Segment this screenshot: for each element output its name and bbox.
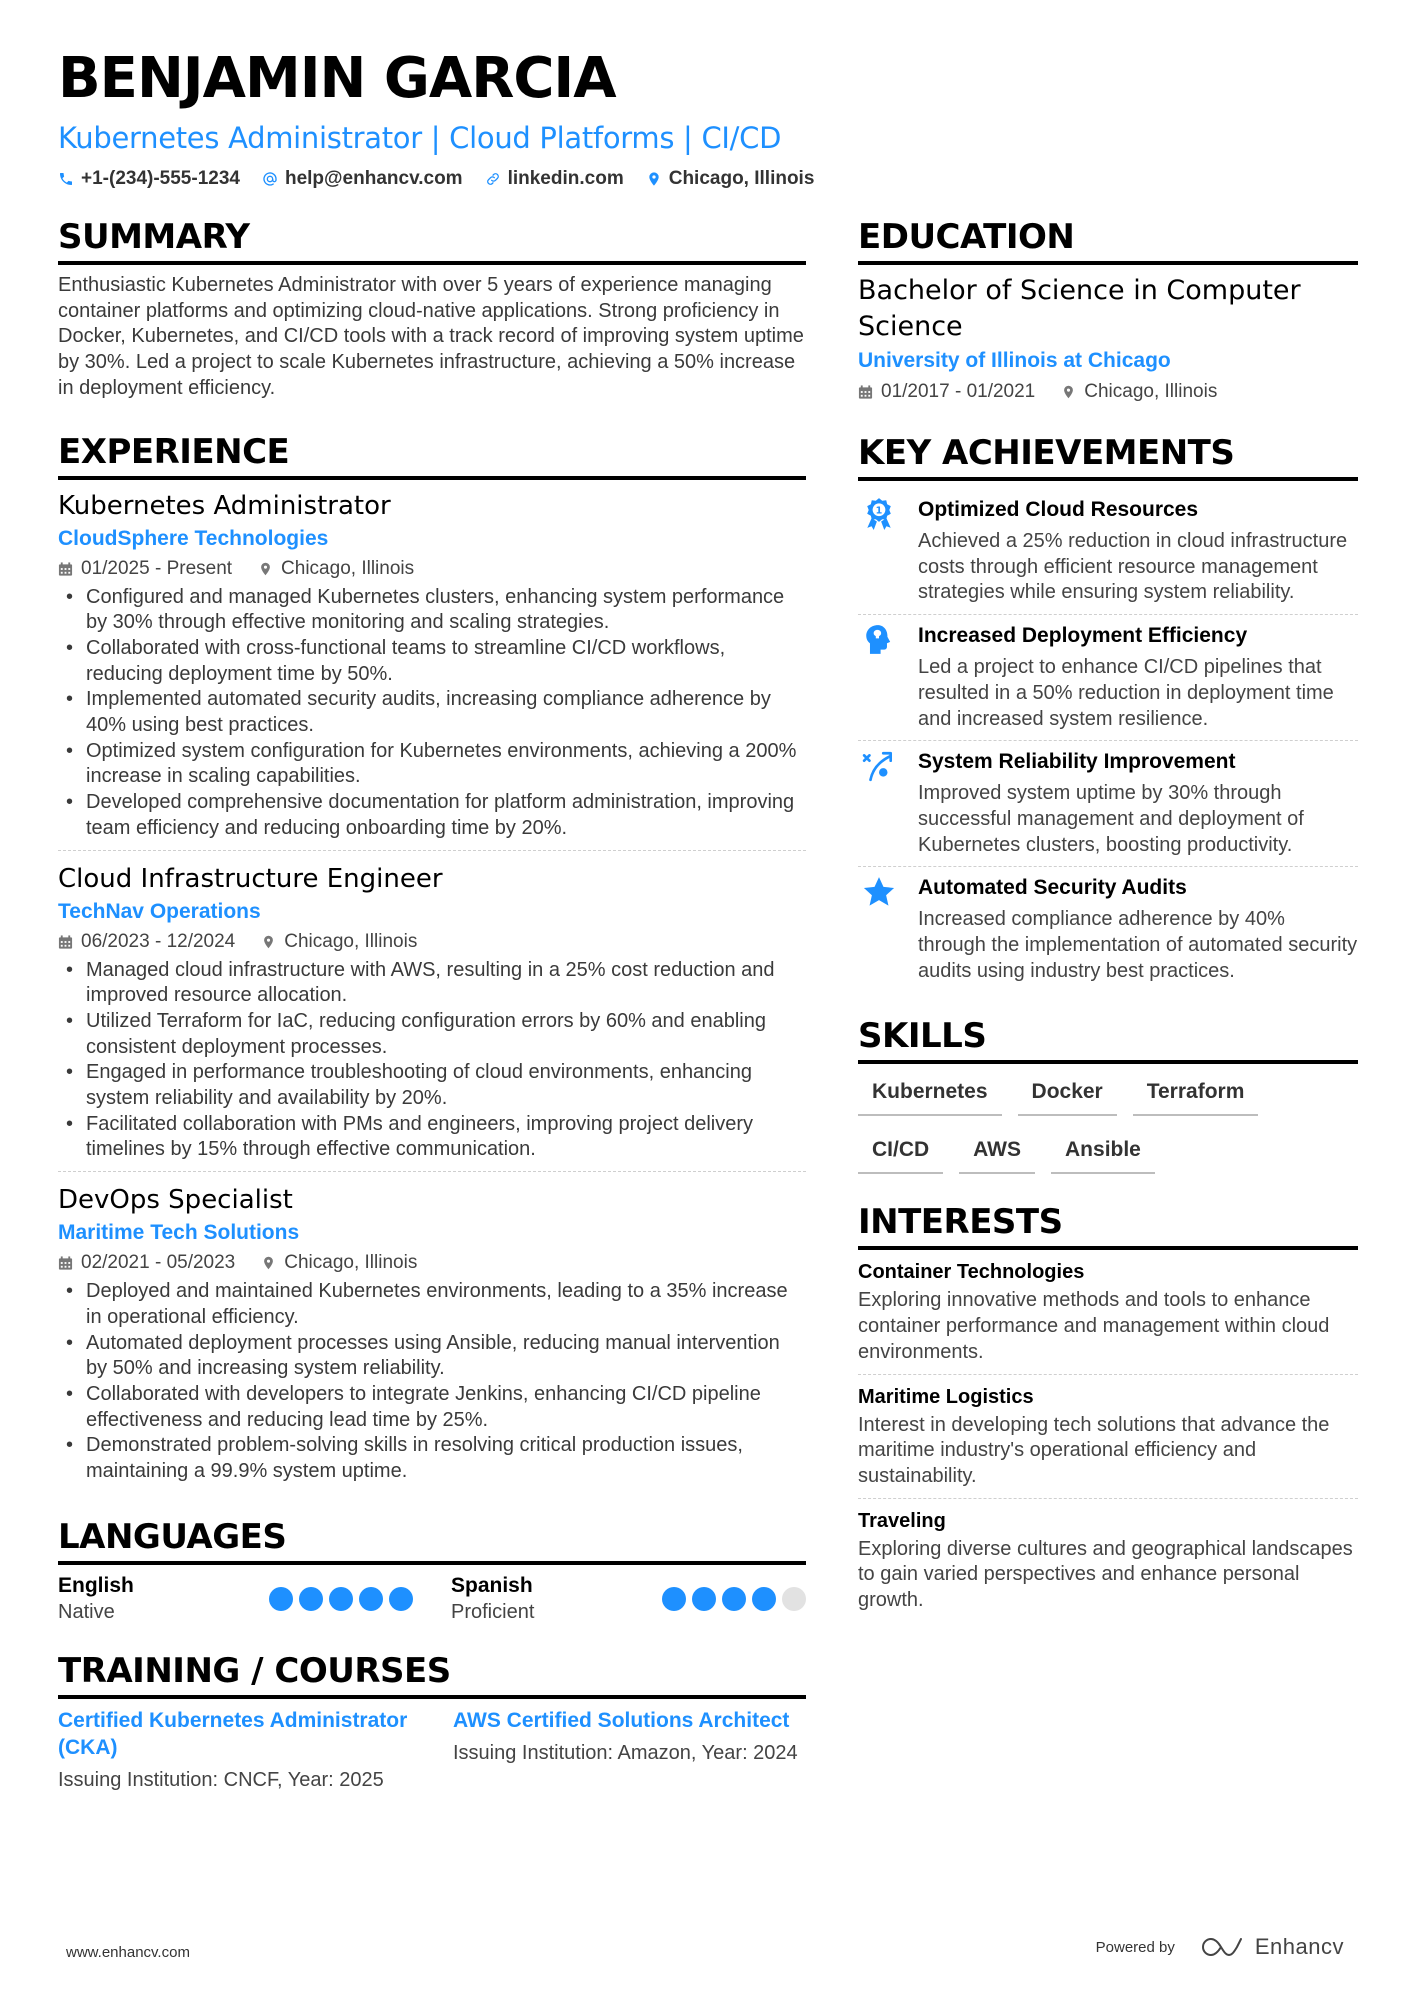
bullet: • Deployed and maintained Kubernetes environments, leading to a 35% increase in operational efficiency. <box>58 1279 806 1330</box>
section-title-summary: SUMMARY <box>58 215 806 265</box>
achievement-desc: Led a project to enhance CI/CD pipelines that resulted in a 50% reduction in deployment time and increased system resilience. <box>918 656 1334 730</box>
achievement-desc: Improved system uptime by 30% through successful management and deployment of Kubernetes clusters, boosting productivity. <box>918 782 1304 856</box>
bullet: • Optimized system configuration for Kubernetes environments, achieving a 200% increase in scaling capabilities. <box>58 739 806 790</box>
language-rating <box>269 1587 413 1611</box>
interest-title: Container Technologies <box>858 1261 1085 1284</box>
phone-icon <box>58 171 74 187</box>
rating-dot-filled <box>329 1587 353 1611</box>
achievement-item <box>858 489 1358 615</box>
course-desc: Issuing Institution: Amazon, Year: 2024 <box>453 1741 798 1764</box>
location-pin-icon <box>258 561 273 577</box>
summary-text: Enthusiastic Kubernetes Administrator with over 5 years of experience managing container platforms and optimizing cloud-native applications. Strong proficiency in Docker, Kubernetes, and CI/CD tools with a track record of improving system uptime by 30%. Led a project to scale Kubernetes infrastructure, achieving a 50% increase in deployment efficiency. <box>58 274 804 399</box>
section-title-interests: INTERESTS <box>858 1200 1358 1250</box>
interest-title: Traveling <box>858 1509 946 1532</box>
job-bullets <box>58 1279 806 1485</box>
contact-email[interactable] <box>262 168 463 190</box>
head-brain-icon <box>862 623 896 657</box>
summary-section <box>58 215 806 402</box>
language-item <box>451 1573 806 1625</box>
achievement-desc: Achieved a 25% reduction in cloud infrastructure costs through efficient resource management strategies while ensuring system reliability. <box>918 530 1348 604</box>
enhancv-logo-icon <box>1201 1935 1245 1959</box>
location-pin-icon <box>261 1255 276 1271</box>
skill-tag: AWS <box>959 1130 1035 1174</box>
interest-desc: Exploring innovative methods and tools to enhance container performance and management within cloud environments. <box>858 1289 1330 1363</box>
job-bullets <box>58 585 806 842</box>
job-meta <box>58 1248 806 1278</box>
rating-dot-filled <box>722 1587 746 1611</box>
bullet: • Demonstrated problem-solving skills in resolving critical production issues, maintaining a 99.9% system uptime. <box>58 1433 806 1484</box>
language-level: Proficient <box>451 1600 535 1623</box>
bullet: • Collaborated with developers to integrate Jenkins, enhancing CI/CD pipeline effectiveness and reducing lead time by 25%. <box>58 1382 806 1433</box>
at-icon <box>262 171 278 187</box>
job-dates: 02/2021 - 05/2023 <box>81 1252 236 1274</box>
education-location: Chicago, Illinois <box>1084 381 1218 402</box>
language-rating <box>662 1587 806 1611</box>
skill-tag: Terraform <box>1133 1072 1259 1116</box>
rating-dot-filled <box>299 1587 323 1611</box>
interest-desc: Interest in developing tech solutions that advance the maritime industry's operational efficiency and sustainability. <box>858 1413 1330 1487</box>
achievement-item <box>858 615 1358 741</box>
location-text: Chicago, Illinois <box>668 168 815 189</box>
calendar-icon <box>58 1255 73 1271</box>
skill-tag: Kubernetes <box>858 1072 1002 1116</box>
calendar-icon <box>858 384 873 400</box>
training-section <box>58 1649 806 1793</box>
location-pin-icon <box>1061 384 1076 400</box>
education-section <box>858 215 1358 407</box>
education-meta <box>858 377 1358 407</box>
interest-title: Maritime Logistics <box>858 1385 1034 1408</box>
job-bullets <box>58 958 806 1164</box>
svg-text:1: 1 <box>875 505 883 517</box>
section-title-achievements: KEY ACHIEVEMENTS <box>858 431 1358 481</box>
job-location: Chicago, Illinois <box>281 557 415 579</box>
bullet: • Automated deployment processes using Ansible, reducing manual intervention by 50% and increasing system reliability. <box>58 1331 806 1382</box>
rating-dot-filled <box>389 1587 413 1611</box>
candidate-title: Kubernetes Administrator | Cloud Platforms | CI/CD <box>58 121 782 155</box>
job-dates: 06/2023 - 12/2024 <box>81 930 236 952</box>
skills-section <box>858 1014 1358 1174</box>
bullet: • Implemented automated security audits, increasing compliance adherence by 40% using best practices. <box>58 687 806 738</box>
link-text: linkedin.com <box>507 168 624 189</box>
education-degree: Bachelor of Science in Computer Science <box>858 275 1301 342</box>
section-title-training: TRAINING / COURSES <box>58 1649 806 1699</box>
resume-header <box>58 44 1358 190</box>
course-item <box>453 1707 806 1793</box>
bullet: • Configured and managed Kubernetes clusters, enhancing system performance by 30% through effective monitoring and scaling strategies. <box>58 585 806 636</box>
job-title: DevOps Specialist <box>58 1185 293 1216</box>
calendar-icon <box>58 561 73 577</box>
language-item <box>58 1573 413 1625</box>
interest-item <box>858 1258 1358 1374</box>
company-name: Maritime Tech Solutions <box>58 1221 300 1245</box>
achievement-desc: Increased compliance adherence by 40% through the implementation of automated security audits using industry best practices. <box>918 908 1358 982</box>
bullet: • Collaborated with cross-functional teams to streamline CI/CD workflows, reducing deployment time by 50%. <box>58 636 806 687</box>
contact-bar <box>58 168 1358 190</box>
job-dates: 01/2025 - Present <box>81 557 233 579</box>
left-column <box>58 215 806 1821</box>
rating-dot-filled <box>662 1587 686 1611</box>
footer-branding <box>1096 1934 1344 1960</box>
rating-dot-filled <box>359 1587 383 1611</box>
strategy-path-icon <box>862 749 896 783</box>
achievement-item <box>858 867 1358 992</box>
bullet: • Developed comprehensive documentation for platform administration, improving team efficiency and reducing onboarding time by 20%. <box>58 790 806 841</box>
link-icon <box>485 171 501 187</box>
phone-text: +1-(234)-555-1234 <box>81 168 240 189</box>
job-location: Chicago, Illinois <box>284 930 418 952</box>
rating-dot-filled <box>269 1587 293 1611</box>
experience-section <box>58 430 806 1493</box>
rating-dot-filled <box>752 1587 776 1611</box>
section-title-skills: SKILLS <box>858 1014 1358 1064</box>
achievement-item <box>858 741 1358 867</box>
achievement-title: Optimized Cloud Resources <box>918 498 1199 521</box>
experience-entry <box>58 1182 806 1493</box>
course-item <box>58 1707 411 1793</box>
star-icon <box>862 875 896 909</box>
bullet: • Managed cloud infrastructure with AWS, resulting in a 25% cost reduction and improved resource allocation. <box>58 958 806 1009</box>
language-level: Native <box>58 1600 115 1623</box>
experience-entry <box>58 861 806 1173</box>
experience-entry <box>58 488 806 851</box>
skill-tag: Docker <box>1018 1072 1117 1116</box>
achievements-section <box>858 431 1358 992</box>
rating-dot-filled <box>692 1587 716 1611</box>
powered-by-text: Powered by <box>1095 1938 1175 1956</box>
brand-name: Enhancv <box>1254 1934 1344 1959</box>
skills-list <box>858 1072 1358 1174</box>
achievement-title: Automated Security Audits <box>918 876 1187 900</box>
company-name: TechNav Operations <box>58 899 261 923</box>
job-title: Kubernetes Administrator <box>58 490 391 521</box>
language-name: Spanish <box>451 1573 533 1597</box>
location-pin-icon <box>646 171 662 187</box>
bullet: • Engaged in performance troubleshooting of cloud environments, enhancing system reliability and availability by 20%. <box>58 1060 806 1111</box>
job-meta <box>58 927 806 957</box>
job-location: Chicago, Illinois <box>284 1252 418 1274</box>
course-title: AWS Certified Solutions Architect <box>453 1708 790 1732</box>
company-name: CloudSphere Technologies <box>58 526 329 550</box>
section-title-experience: EXPERIENCE <box>58 430 806 480</box>
course-title: Certified Kubernetes Administrator (CKA) <box>58 1708 408 1759</box>
award-ribbon-icon <box>862 497 896 531</box>
interest-item <box>858 1507 1358 1622</box>
section-title-languages: LANGUAGES <box>58 1515 806 1565</box>
contact-link[interactable] <box>485 168 624 190</box>
skill-tag: CI/CD <box>858 1130 943 1174</box>
bullet: • Utilized Terraform for IaC, reducing configuration errors by 60% and enabling consistent deployment processes. <box>58 1009 806 1060</box>
achievement-title: Increased Deployment Efficiency <box>918 624 1248 648</box>
interests-section <box>858 1200 1358 1621</box>
interest-item <box>858 1383 1358 1499</box>
calendar-icon <box>58 934 73 950</box>
achievement-title: System Reliability Improvement <box>918 750 1236 774</box>
languages-section <box>58 1515 806 1625</box>
contact-phone[interactable] <box>58 168 240 190</box>
course-desc: Issuing Institution: CNCF, Year: 2025 <box>58 1768 384 1791</box>
candidate-name: BENJAMIN GARCIA <box>58 46 616 111</box>
education-school: University of Illinois at Chicago <box>858 349 1171 372</box>
rating-dot-empty <box>782 1587 806 1611</box>
interest-desc: Exploring diverse cultures and geographical landscapes to gain varied perspectives and enhance personal growth. <box>858 1537 1353 1612</box>
right-column <box>858 215 1358 1650</box>
education-dates: 01/2017 - 01/2021 <box>881 381 1036 402</box>
job-title: Cloud Infrastructure Engineer <box>58 863 443 894</box>
location-pin-icon <box>261 934 276 950</box>
bullet: • Facilitated collaboration with PMs and engineers, improving project delivery timelines by 15% through effective communication. <box>58 1112 806 1163</box>
footer-website[interactable]: www.enhancv.com <box>66 1944 190 1961</box>
job-meta <box>58 554 806 584</box>
email-text: help@enhancv.com <box>284 168 463 189</box>
language-name: English <box>58 1573 134 1597</box>
skill-tag: Ansible <box>1051 1130 1155 1174</box>
enhancv-logo[interactable] <box>1201 1934 1344 1960</box>
contact-location <box>646 168 815 190</box>
section-title-education: EDUCATION <box>858 215 1358 265</box>
